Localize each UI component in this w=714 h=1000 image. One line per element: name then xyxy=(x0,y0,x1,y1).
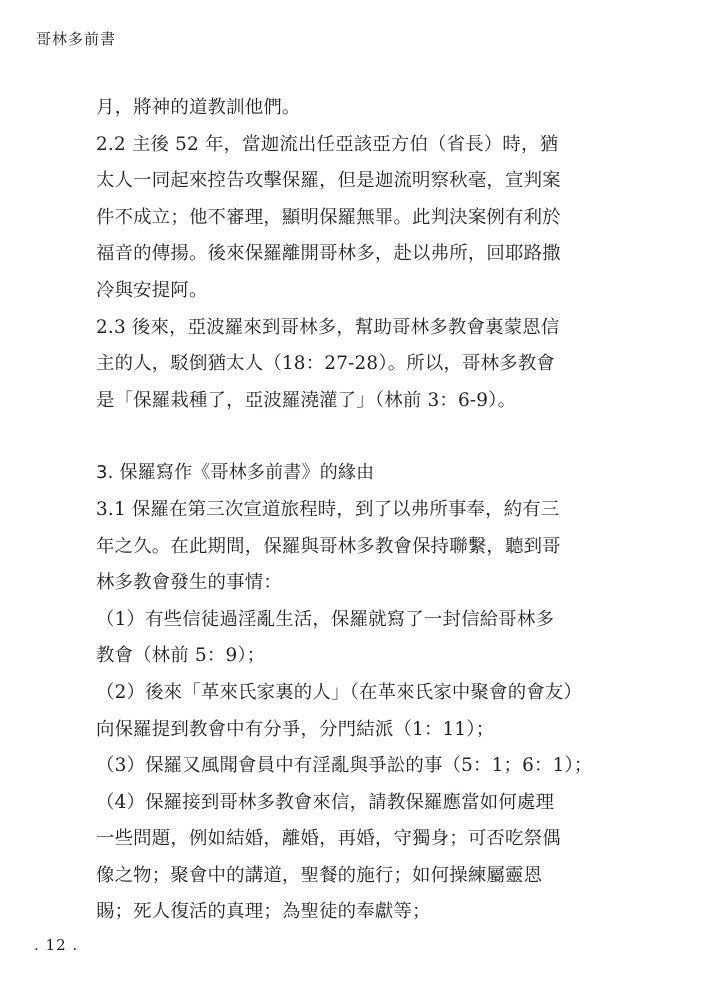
text-line: 教會（林前 5：9）； xyxy=(96,645,266,667)
text-line: （4）保羅接到哥林多教會來信，請教保羅應當如何處理 xyxy=(96,791,555,813)
text-line: 2.3 後來，亞波羅來到哥林多，幫助哥林多教會裏蒙恩信 xyxy=(96,316,560,338)
text-line: 向保羅提到教會中有分爭，分門結派（1：11）； xyxy=(96,718,495,740)
page-number: . 12 . xyxy=(34,936,79,954)
text-line: 林多教會發生的事情： xyxy=(96,572,282,594)
text-line: 福音的傳揚。後來保羅離開哥林多，赴以弗所，回耶路撒 xyxy=(96,243,561,265)
text-line: 月，將神的道教訓他們。 xyxy=(96,97,301,118)
text-line: 主的人，駁倒猶太人（18：27-28）。所以，哥林多教會 xyxy=(96,353,556,375)
text-line: 3.1 保羅在第三次宣道旅程時，到了以弗所事奉，約有三 xyxy=(96,498,560,520)
text-line: 一些問題，例如結婚，離婚，再婚，守獨身；可否吃祭偶 xyxy=(96,828,561,850)
text-line: 冷與安提阿。 xyxy=(96,279,208,301)
body-text xyxy=(96,90,606,931)
text-line: 像之物；聚會中的講道，聖餐的施行；如何操練屬靈恩 xyxy=(96,864,543,886)
text-line: 是「保羅栽種了，亞波羅澆灌了」（林前 3：6-9）。 xyxy=(96,389,517,411)
section-heading: 3. 保羅寫作《哥林多前書》的緣由 xyxy=(96,462,375,484)
text-line: 年之久。在此期間，保羅與哥林多教會保持聯繫，聽到哥 xyxy=(96,535,561,557)
text-line: 2.2 主後 52 年，當迦流出任亞該亞方伯（省長）時，猶 xyxy=(96,133,559,155)
text-line: （2）後來「革來氏家裏的人」（在革來氏家中聚會的會友） xyxy=(96,681,583,703)
text-line: （1）有些信徒過淫亂生活，保羅就寫了一封信給哥林多 xyxy=(96,608,555,630)
text-line: 太人一同起來控告攻擊保羅，但是迦流明察秋毫，宣判案 xyxy=(96,170,561,192)
text-line: 件不成立；他不審理，顯明保羅無罪。此判決案例有利於 xyxy=(96,206,561,228)
text-line: （3）保羅又風聞會員中有淫亂與爭訟的事（5：1；6：1）； xyxy=(96,755,593,777)
text-line: 賜；死人復活的真理；為聖徒的奉獻等； xyxy=(96,901,431,923)
running-header: 哥林多前書 xyxy=(36,30,117,48)
